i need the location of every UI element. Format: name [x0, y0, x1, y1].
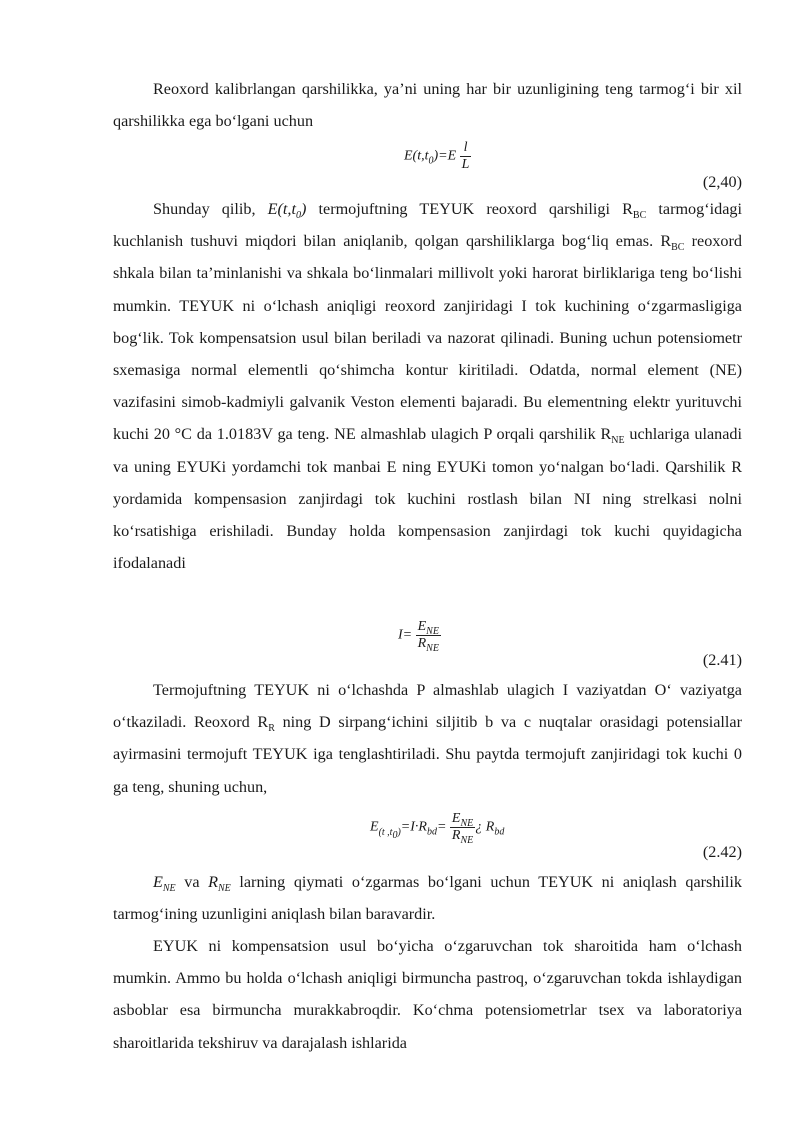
eq-sub: 0: [428, 155, 434, 167]
text-run: termojuftning TEYUK reoxord qarshiligi R: [306, 200, 633, 218]
eq-lhs: E: [370, 819, 379, 835]
subscript: NE: [426, 642, 439, 654]
eq-lhs-close: )=E: [433, 148, 457, 164]
text-run-italic: [267, 200, 307, 222]
fraction: [460, 140, 472, 173]
text-run: tarmog‘idagi kuchlanish tushuvi miqdori bilan aniqlanib, qolgan qarshiliklarga bog‘liq emas. R: [113, 200, 742, 251]
text-run: E(t,t: [267, 200, 296, 218]
text-run: R: [451, 828, 461, 843]
paragraph-5: [113, 930, 742, 1059]
numerator: [450, 811, 475, 828]
text-run: E: [451, 811, 461, 826]
eq-mid: =I·R: [400, 819, 427, 835]
text-run: (t ,t: [378, 826, 393, 838]
text-run: ): [397, 826, 401, 838]
paragraph-text: Reoxord kalibrlangan qarshilikka, ya’ni uning har bir uzunligining teng tarmog‘i bir xil qarshilikka ega bo‘lgani uchun: [113, 80, 742, 131]
text-run: ning D sirpang‘ichini siljitib b va c nuqtalar orasidagi potensiallar ayirmasini termojuft TEYUK iga tenglashtiriladi. Shu paytda termojuft zanjiridagi tok kuchi 0 ga teng, shuning uchun,: [113, 713, 743, 796]
paragraph-4: [113, 866, 742, 930]
subscript: NE: [460, 817, 474, 829]
subscript: R: [268, 723, 275, 735]
fraction: [416, 619, 441, 652]
subscript: BC: [632, 210, 647, 222]
eq-lhs: E(t,t: [404, 148, 429, 164]
numerator: l: [460, 140, 472, 157]
equation-2-41: [398, 619, 441, 652]
subscript: 0: [392, 829, 398, 841]
eq-lhs: I=: [398, 627, 413, 643]
eq-equals: =: [436, 819, 447, 835]
paragraph-1: [113, 73, 742, 137]
denominator: [450, 828, 475, 844]
paragraph-2: [113, 193, 742, 579]
paragraph-text: [113, 866, 742, 930]
subscript: 0: [295, 210, 301, 222]
equation-number-2-40: (2,40): [702, 173, 742, 191]
eq-sub: [378, 826, 401, 841]
eq-sub: bd: [426, 826, 437, 838]
text-run: Shunday qilib,: [153, 200, 268, 218]
subscript: NE: [426, 625, 439, 637]
subscript: NE: [611, 435, 625, 447]
denominator: [416, 636, 441, 652]
eq-sub: bd: [494, 826, 505, 838]
subscript: NE: [162, 883, 176, 895]
subscript: BC: [671, 242, 685, 254]
eq-tail: ¿ R: [475, 819, 495, 835]
equation-2-40: [404, 140, 471, 173]
subscript: NE: [460, 834, 474, 846]
text-run: R: [417, 636, 427, 651]
equation-number-2-41: (2.41): [702, 651, 742, 669]
text-run: ): [300, 200, 307, 218]
subscript: NE: [218, 883, 231, 895]
equation-2-42: [370, 811, 504, 844]
paragraph-text: [113, 674, 742, 803]
paragraph-3: [113, 674, 742, 803]
text-run: va: [175, 873, 209, 891]
text-run: Termojuftning TEYUK ni o‘lchashda P almashlab ulagich I vaziyatdan O‘ vaziyatga o‘tkaziladi. Reoxord R: [113, 681, 742, 732]
denominator: L: [461, 157, 470, 172]
paragraph-text: [113, 193, 742, 579]
text-run: E: [417, 619, 427, 634]
text-run-italic: R: [208, 873, 219, 891]
text-run: reoxord shkala bilan ta’minlanishi va shkala bo‘linmalari millivolt yoki harorat birliklariga teng bo‘lishi mumkin. TEYUK ni o‘lchash aniqligi reoxord zanjiridagi I tok kuchining o‘zgarmasligiga bog‘lik. Tok kompensatsion usul bilan beriladi va nazorat qilinadi. Buning uchun potensiometr sxemasiga normal elementli qo‘shimcha kontur kiritiladi. Odatda, normal element (NE) vazifasini simob-kadmiyli galvanik Veston elementi bajaradi. Bu elementning elektr yurituvchi kuchi 20 °C da 1.0183V ga teng. NE almashlab ulagich P orqali qarshilik R: [113, 232, 743, 444]
numerator: [416, 619, 441, 636]
text-run: larning qiymati o‘zgarmas bo‘lgani uchun TEYUK ni aniqlash qarshilik tarmog‘ining uzunligini aniqlash bilan baravardir.: [113, 873, 743, 924]
text-run-italic: E: [153, 873, 163, 891]
text-run: uchlariga ulanadi va uning EYUKi yordamchi tok manbai E ning EYUKi tomon yo‘nalgan bo‘ladi. Qarshilik R yordamida kompensasion zanjirdagi tok kuchini rostlash bilan NI ning strelkasi nolni ko‘rsatishiga erishiladi. Bunday holda kompensasion zanjirdagi tok kuchi quyidagicha ifodalanadi: [113, 425, 742, 573]
fraction: [450, 811, 475, 844]
equation-number-2-42: (2.42): [702, 843, 742, 861]
paragraph-text: EYUK ni kompensatsion usul bo‘yicha o‘zgaruvchan tok sharoitida ham o‘lchash mumkin. Ammo bu holda o‘lchash aniqligi birmuncha pastroq, o‘zgaruvchan tokda ishlaydigan asboblar esa birmuncha murakkabroqdir. Ko‘chma potensiometrlar tsex va laboratoriya sharoitlarida tekshiruv va darajalash ishlarida: [113, 937, 742, 1052]
